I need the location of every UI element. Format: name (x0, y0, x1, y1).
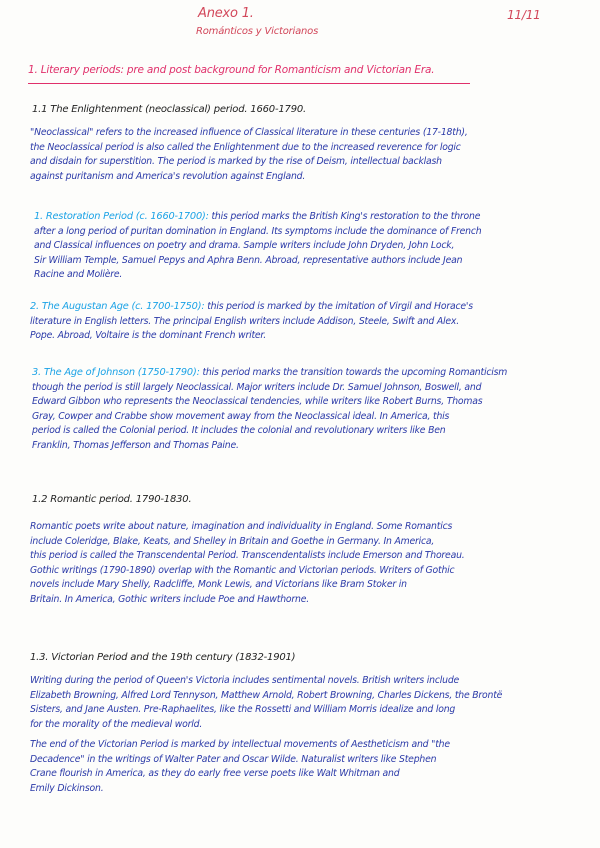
text-line: Crane flourish in America, as they do early free verse poets like Walt Whitman and (30, 768, 400, 779)
text-line (30, 300, 578, 315)
text-line: period is called the Colonial period. It includes the colonial and revolutionary writers like Ben (32, 425, 446, 436)
victorian-paragraph (30, 674, 578, 796)
text-line: include Coleridge, Blake, Keats, and Shelley in Britain and Goethe in Germany. In America, (30, 535, 435, 547)
text-line: the Neoclassical period is also called the Enlightenment due to the increased reverence for logic (30, 141, 461, 153)
page-title: Anexo 1. (198, 6, 254, 21)
johnson-heading: 3. The Age of Johnson (1750-1790): (32, 367, 200, 378)
page-number: 11/11 (507, 8, 541, 22)
text-line: Gothic writings (1790-1890) overlap with the Romantic and Victorian periods. Writers of Gothic (30, 564, 455, 576)
text-line: Elizabeth Browning, Alfred Lord Tennyson, Matthew Arnold, Robert Browning, Charles Dickens, the Brontë (30, 689, 503, 701)
text-line: Emily Dickinson. (30, 782, 104, 794)
heading-underline (28, 83, 470, 84)
text-line: after a long period of puritan domination in England. Its symptoms include the dominance of French (34, 225, 482, 237)
augustan-heading: 2. The Augustan Age (c. 1700-1750): (30, 301, 205, 312)
text-segment: this period marks the transition towards the upcoming Romanticism (202, 367, 508, 378)
text-line: Gray, Cowper and Crabbe show movement away from the Neoclassical ideal. In America, this (32, 410, 450, 422)
text-line: Racine and Molière. (34, 269, 123, 280)
text-line: Writing during the period of Queen's Victoria includes sentimental novels. British writers include (30, 675, 460, 686)
text-line: "Neoclassical" refers to the increased influence of Classical literature in these centuries (17-18th), (30, 127, 468, 138)
text-line (32, 366, 580, 381)
text-line: The end of the Victorian Period is marked by intellectual movements of Aestheticism and "the (30, 739, 450, 750)
text-line: Decadence" in the writings of Walter Pater and Oscar Wilde. Naturalist writers like Stephen (30, 753, 437, 765)
text-segment: this period marks the British King's restoration to the throne (211, 211, 481, 222)
text-line: Romantic poets write about nature, imagination and individuality in England. Some Romantics (30, 521, 453, 532)
text-line: Franklin, Thomas Jefferson and Thomas Paine. (32, 439, 239, 451)
text-line (34, 210, 582, 225)
text-line: this period is called the Transcendental Period. Transcendentalists include Emerson and Thoreau. (30, 550, 465, 561)
romantic-paragraph (30, 520, 578, 607)
enlightenment-paragraph (30, 126, 578, 184)
page-subtitle: Románticos y Victorianos (196, 26, 319, 37)
text-line: Edward Gibbon who represents the Neoclassical tendencies, while writers like Robert Burns, Thomas (32, 396, 483, 407)
text-line: novels include Mary Shelly, Radcliffe, Monk Lewis, and Victorians like Bram Stoker in (30, 579, 407, 590)
restoration-paragraph (34, 210, 582, 283)
text-line: Pope. Abroad, Voltaire is the dominant French writer. (30, 330, 266, 341)
romantic-heading: 1.2 Romantic period. 1790-1830. (32, 494, 192, 505)
text-segment: this period is marked by the imitation of Virgil and Horace's (207, 301, 473, 312)
johnson-paragraph (32, 366, 580, 453)
text-line: for the morality of the medieval world. (30, 718, 203, 730)
text-line: and Classical influences on poetry and drama. Sample writers include John Dryden, John Lock, (34, 240, 455, 251)
augustan-paragraph (30, 300, 578, 344)
restoration-heading: 1. Restoration Period (c. 1660-1700): (34, 211, 209, 222)
text-line: and disdain for superstition. The period is marked by the rise of Deism, intellectual backlash (30, 156, 442, 167)
section-heading-literary-periods: 1. Literary periods: pre and post background for Romanticism and Victorian Era. (28, 64, 435, 76)
text-line: Sir William Temple, Samuel Pepys and Aphra Benn. Abroad, representative authors include Jean (34, 254, 463, 266)
text-line: Britain. In America, Gothic writers include Poe and Hawthorne. (30, 593, 309, 605)
text-line: though the period is still largely Neoclassical. Major writers include Dr. Samuel Johnson, Boswell, and (32, 381, 482, 393)
text-line: Sisters, and Jane Austen. Pre-Raphaelites, like the Rossetti and William Morris idealize and long (30, 704, 456, 715)
text-line: against puritanism and America's revolution against England. (30, 170, 306, 182)
enlightenment-heading: 1.1 The Enlightenment (neoclassical) period. 1660-1790. (32, 104, 306, 115)
victorian-heading: 1.3. Victorian Period and the 19th century (1832-1901) (30, 652, 296, 663)
text-line: literature in English letters. The principal English writers include Addison, Steele, Swift and Alex. (30, 315, 459, 327)
